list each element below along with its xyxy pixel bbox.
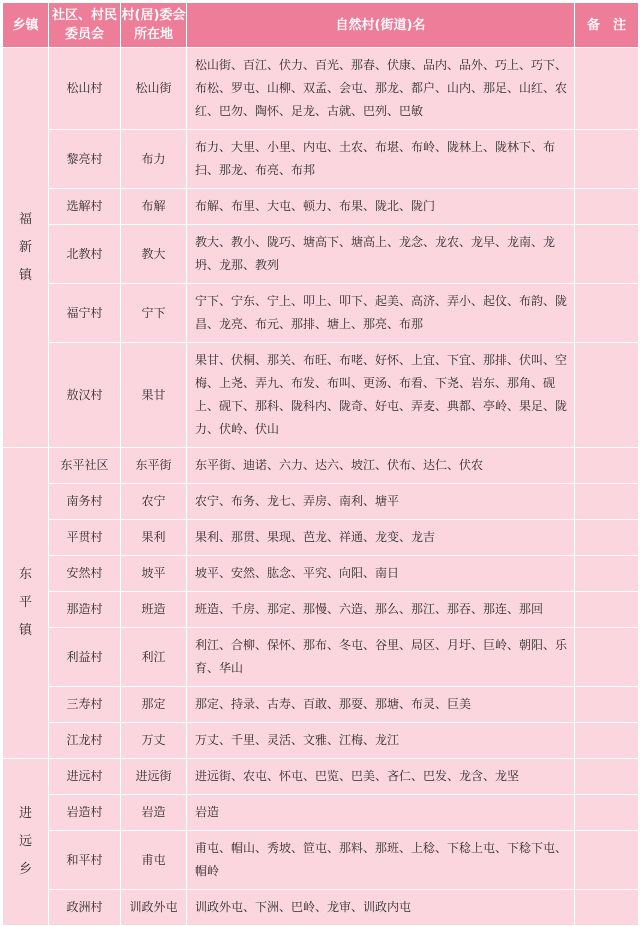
table-row	[3, 484, 639, 520]
table-row	[3, 448, 639, 484]
remark-cell	[575, 556, 639, 592]
table-row	[3, 189, 639, 225]
committee-cell: 选解村	[49, 189, 121, 225]
seat-cell: 宁下	[121, 284, 187, 343]
committee-cell: 利益村	[49, 628, 121, 687]
seat-cell: 利江	[121, 628, 187, 687]
villages-cell: 训政外屯、下洲、巴岭、龙审、训政内屯	[187, 890, 575, 926]
remark-cell	[575, 628, 639, 687]
table-row	[3, 48, 639, 130]
committee-cell: 政洲村	[49, 890, 121, 926]
seat-cell: 果利	[121, 520, 187, 556]
table-row	[3, 687, 639, 723]
header-committee: 社区、村民委员会	[49, 3, 121, 48]
committee-cell: 那造村	[49, 592, 121, 628]
remark-cell	[575, 759, 639, 795]
villages-cell: 果利、那贯、果现、芭龙、祥通、龙变、龙吉	[187, 520, 575, 556]
seat-cell: 那定	[121, 687, 187, 723]
remark-cell	[575, 189, 639, 225]
villages-cell: 甫屯、帽山、秀坡、笸屯、那料、那班、上稔、下稔上屯、下稔下屯、帽岭	[187, 831, 575, 890]
villages-cell: 东平街、迪诺、六力、达六、坡江、伏布、达仁、伏农	[187, 448, 575, 484]
villages-cell: 万丈、千里、灵活、文雅、江梅、龙江	[187, 723, 575, 759]
committee-cell: 和平村	[49, 831, 121, 890]
seat-cell: 训政外屯	[121, 890, 187, 926]
remark-cell	[575, 795, 639, 831]
seat-cell: 松山街	[121, 48, 187, 130]
table-row	[3, 831, 639, 890]
committee-cell: 岩造村	[49, 795, 121, 831]
table-row	[3, 592, 639, 628]
seat-cell: 布解	[121, 189, 187, 225]
remark-cell	[575, 284, 639, 343]
committee-cell: 进远村	[49, 759, 121, 795]
seat-cell: 布力	[121, 130, 187, 189]
remark-cell	[575, 448, 639, 484]
committee-cell: 三寿村	[49, 687, 121, 723]
seat-cell: 果甘	[121, 343, 187, 448]
seat-cell: 甫屯	[121, 831, 187, 890]
villages-cell: 进远街、农屯、怀屯、巴览、巴美、吝仁、巴发、龙含、龙坚	[187, 759, 575, 795]
committee-cell: 松山村	[49, 48, 121, 130]
township-cell	[3, 48, 49, 448]
table-row	[3, 556, 639, 592]
villages-cell: 果甘、伏桐、那关、布旺、布咾、好怀、上宜、下宜、那排、伏叫、空梅、上尧、弄九、布发、布叫、更汤、布看、下尧、岩东、那角、砚上、砚下、那科、陇科内、陇奇、好屯、弄麦、典都、亭岭、果足、陇力、伏岭、伏山	[187, 343, 575, 448]
seat-cell: 万丈	[121, 723, 187, 759]
remark-cell	[575, 687, 639, 723]
villages-cell: 农宁、布务、龙七、弄房、南利、塘平	[187, 484, 575, 520]
seat-cell: 教大	[121, 225, 187, 284]
seat-cell: 岩造	[121, 795, 187, 831]
committee-cell: 敖汉村	[49, 343, 121, 448]
villages-cell: 那定、持录、古寿、百敢、那耍、那塘、布灵、巨美	[187, 687, 575, 723]
remark-cell	[575, 723, 639, 759]
remark-cell	[575, 592, 639, 628]
table-row	[3, 723, 639, 759]
table-row	[3, 225, 639, 284]
committee-cell: 北教村	[49, 225, 121, 284]
table-row	[3, 628, 639, 687]
seat-cell: 进远街	[121, 759, 187, 795]
table-row	[3, 759, 639, 795]
remark-cell	[575, 484, 639, 520]
remark-cell	[575, 343, 639, 448]
table-row	[3, 795, 639, 831]
table-row	[3, 890, 639, 926]
villages-cell: 布解、布里、大屯、顿力、布果、陇北、陇门	[187, 189, 575, 225]
remark-cell	[575, 831, 639, 890]
villages-cell: 利江、合柳、保怀、那布、冬屯、谷里、局区、月圩、巨岭、朝阳、乐育、华山	[187, 628, 575, 687]
township-name: 福新镇	[18, 211, 32, 283]
remark-cell	[575, 130, 639, 189]
table-row	[3, 520, 639, 556]
table-row	[3, 130, 639, 189]
table-row	[3, 343, 639, 448]
villages-cell: 布力、大里、小里、内屯、土农、布堪、布岭、陇林上、陇林下、布扫、那龙、布亮、布邦	[187, 130, 575, 189]
committee-cell: 东平社区	[49, 448, 121, 484]
seat-cell: 东平街	[121, 448, 187, 484]
committee-cell: 南务村	[49, 484, 121, 520]
header-villages: 自然村(街道)名	[187, 3, 575, 48]
header-row	[3, 3, 639, 48]
villages-cell: 宁下、宁东、宁上、叩上、叩下、起美、高济、弄小、起伩、布韵、陇昌、龙亮、布元、那排、塘上、那亮、布那	[187, 284, 575, 343]
header-township: 乡镇	[3, 3, 49, 48]
remark-cell	[575, 225, 639, 284]
committee-cell: 黎亮村	[49, 130, 121, 189]
committee-cell: 安然村	[49, 556, 121, 592]
villages-cell: 坡平、安然、肱念、平究、向阳、南日	[187, 556, 575, 592]
committee-cell: 福宁村	[49, 284, 121, 343]
remark-cell	[575, 520, 639, 556]
township-name: 东平镇	[18, 567, 32, 638]
township-name: 进远乡	[18, 806, 32, 877]
seat-cell: 坡平	[121, 556, 187, 592]
table-row	[3, 284, 639, 343]
remark-cell	[575, 890, 639, 926]
seat-cell: 班造	[121, 592, 187, 628]
villages-cell: 班造、千房、那定、那慢、六造、那么、那江、那吞、那连、那回	[187, 592, 575, 628]
villages-cell: 松山街、百江、伏力、百光、那春、伏康、品内、品外、巧上、巧下、布松、罗屯、山柳、双孟、会屯、那龙、都户、山内、那足、山红、农红、巴勿、陶怀、足龙、古就、巴列、巴敏	[187, 48, 575, 130]
header-seat: 村(居)委会所在地	[121, 3, 187, 48]
villages-cell: 岩造	[187, 795, 575, 831]
township-cell	[3, 759, 49, 926]
seat-cell: 农宁	[121, 484, 187, 520]
committee-cell: 江龙村	[49, 723, 121, 759]
villages-cell: 教大、教小、陇巧、塘高下、塘高上、龙念、龙农、龙早、龙南、龙坍、龙那、教列	[187, 225, 575, 284]
village-table	[2, 2, 639, 926]
remark-cell	[575, 48, 639, 130]
header-remark: 备 注	[575, 3, 639, 48]
committee-cell: 平贯村	[49, 520, 121, 556]
township-cell	[3, 448, 49, 759]
